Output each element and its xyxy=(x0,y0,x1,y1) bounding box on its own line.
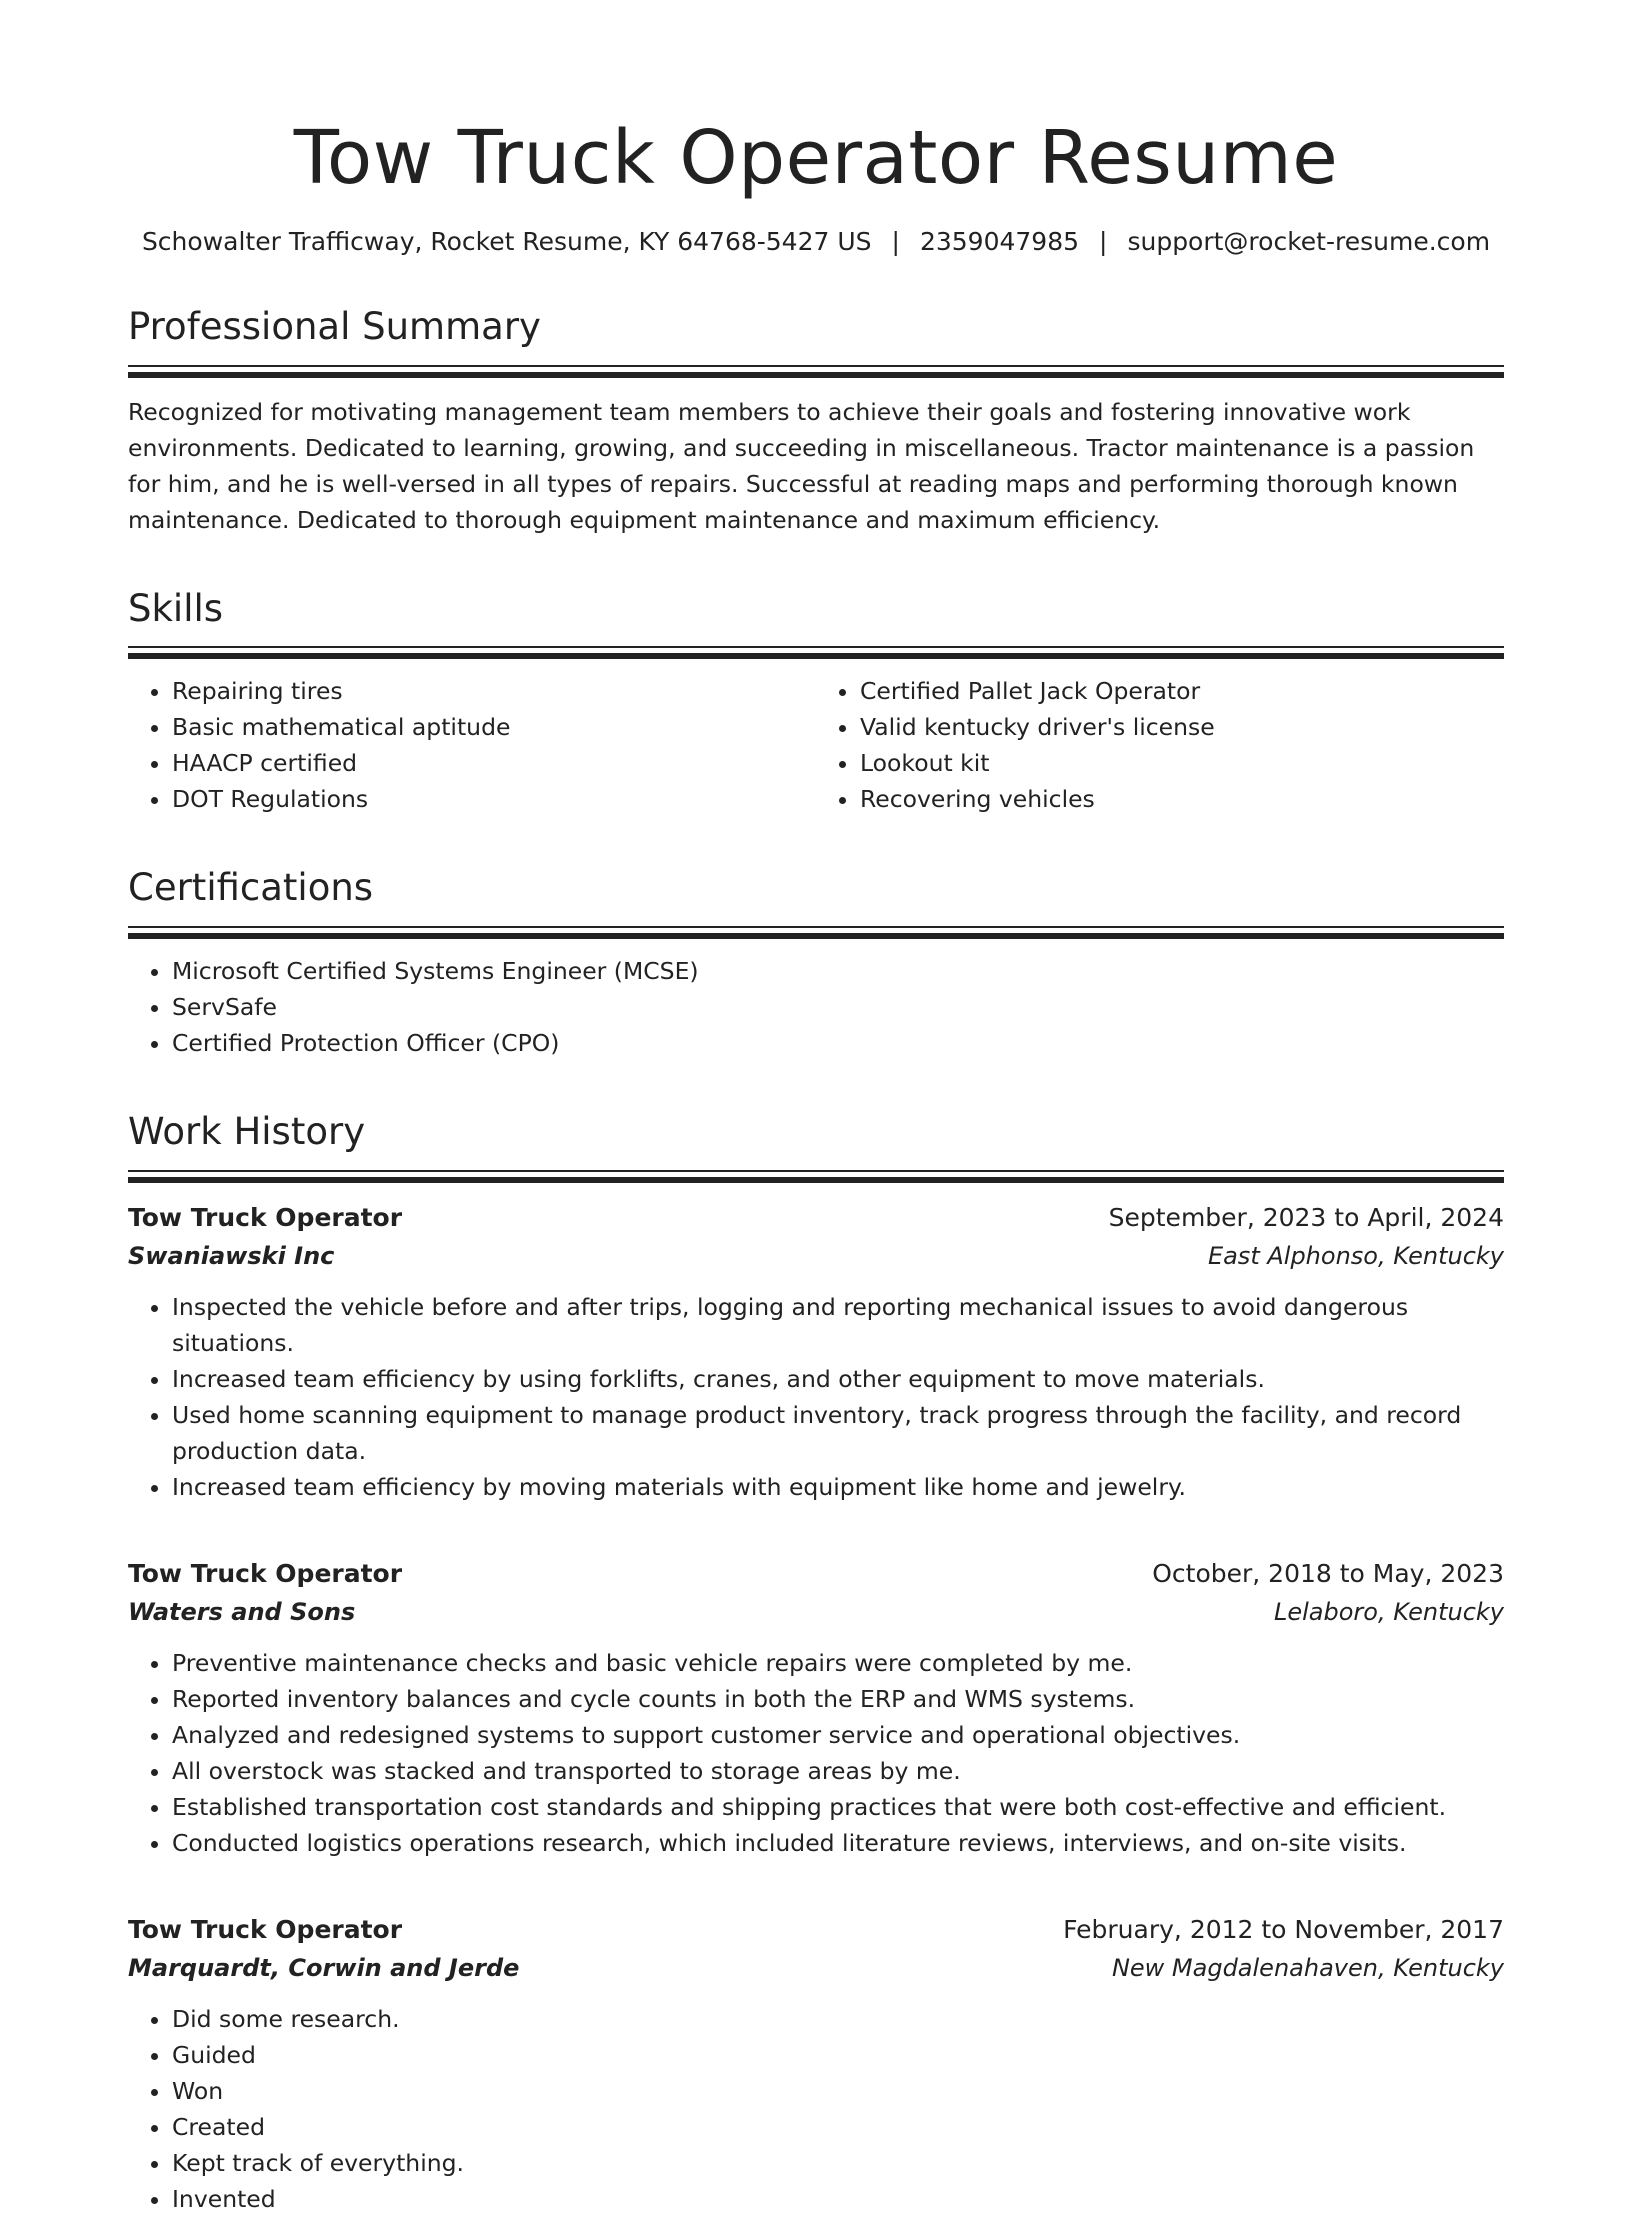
summary-heading: Professional Summary xyxy=(128,305,541,349)
skills-list-left xyxy=(128,673,816,817)
job-dates: February, 2012 to November, 2017 xyxy=(1063,1914,1504,1944)
skill-item: • Repairing tires xyxy=(172,673,816,709)
job-entry xyxy=(128,1911,1504,2217)
job-dates: September, 2023 to April, 2024 xyxy=(1108,1202,1504,1232)
certifications-list xyxy=(128,953,1504,1061)
job-header-row xyxy=(128,1199,1504,1237)
job-title: Tow Truck Operator xyxy=(128,1914,403,1944)
job-bullet: • Increased team efficiency by using forklifts, cranes, and other equipment to move materials. xyxy=(172,1361,1504,1397)
section-divider xyxy=(128,646,1504,659)
certifications-heading: Certifications xyxy=(128,866,374,910)
skills-list-right xyxy=(816,673,1504,817)
section-divider xyxy=(128,365,1504,378)
skill-item: • DOT Regulations xyxy=(172,781,816,817)
job-company-row xyxy=(128,1237,1504,1275)
job-bullet: • Increased team efficiency by moving materials with equipment like home and jewelry. xyxy=(172,1469,1504,1505)
certification-item: • Certified Protection Officer (CPO) xyxy=(172,1025,1504,1061)
job-bullets xyxy=(128,2001,1504,2217)
job-bullet: • Analyzed and redesigned systems to support customer service and operational objectives. xyxy=(172,1717,1504,1753)
certifications-section xyxy=(128,867,1504,1061)
work-history-heading: Work History xyxy=(128,1110,366,1154)
job-location: East Alphonso, Kentucky xyxy=(1207,1241,1504,1270)
job-bullet: • Used home scanning equipment to manage product inventory, track progress through the facility, and record production data. xyxy=(172,1397,1504,1469)
section-divider xyxy=(128,926,1504,939)
job-title: Tow Truck Operator xyxy=(128,1202,403,1232)
skill-item: • Recovering vehicles xyxy=(860,781,1504,817)
skills-section xyxy=(128,588,1504,818)
section-divider xyxy=(128,1170,1504,1183)
summary-section xyxy=(128,306,1504,538)
contact-phone: 2359047985 xyxy=(919,227,1080,257)
job-bullet: • Guided xyxy=(172,2037,1504,2073)
job-company-row xyxy=(128,1593,1504,1631)
job-entry xyxy=(128,1199,1504,1505)
job-bullet: • All overstock was stacked and transported to storage areas by me. xyxy=(172,1753,1504,1789)
job-location: New Magdalenahaven, Kentucky xyxy=(1111,1953,1504,1982)
contact-email: support@rocket-resume.com xyxy=(1127,227,1491,257)
job-bullet: • Created xyxy=(172,2109,1504,2145)
job-bullet: • Inspected the vehicle before and after trips, logging and reporting mechanical issues to avoid dangerous situations. xyxy=(172,1289,1504,1361)
job-bullet: • Did some research. xyxy=(172,2001,1504,2037)
job-bullet: • Conducted logistics operations research, which included literature reviews, interviews, and on-site visits. xyxy=(172,1825,1504,1861)
contact-separator: | xyxy=(891,227,900,257)
job-company-row xyxy=(128,1949,1504,1987)
job-entry xyxy=(128,1555,1504,1861)
job-bullets xyxy=(128,1645,1504,1861)
job-bullet: • Reported inventory balances and cycle counts in both the ERP and WMS systems. xyxy=(172,1681,1504,1717)
contact-separator: | xyxy=(1099,227,1108,257)
resume-title: Tow Truck Operator Resume xyxy=(293,115,1339,201)
skill-item: • Certified Pallet Jack Operator xyxy=(860,673,1504,709)
job-company: Marquardt, Corwin and Jerde xyxy=(128,1953,520,1982)
job-title: Tow Truck Operator xyxy=(128,1558,403,1588)
job-bullets xyxy=(128,1289,1504,1505)
skill-item: • Basic mathematical aptitude xyxy=(172,709,816,745)
job-bullet: • Preventive maintenance checks and basic vehicle repairs were completed by me. xyxy=(172,1645,1504,1681)
job-header-row xyxy=(128,1911,1504,1949)
skills-grid xyxy=(128,659,1504,817)
job-company: Waters and Sons xyxy=(128,1597,356,1626)
skill-item: • HAACP certified xyxy=(172,745,816,781)
certification-item: • Microsoft Certified Systems Engineer (MCSE) xyxy=(172,953,1504,989)
skill-item: • Lookout kit xyxy=(860,745,1504,781)
work-history-section xyxy=(128,1111,1504,2217)
job-dates: October, 2018 to May, 2023 xyxy=(1152,1558,1504,1588)
skill-item: • Valid kentucky driver's license xyxy=(860,709,1504,745)
job-company: Swaniawski Inc xyxy=(128,1241,335,1270)
job-bullet: • Established transportation cost standards and shipping practices that were both cost-effective and efficient. xyxy=(172,1789,1504,1825)
job-location: Lelaboro, Kentucky xyxy=(1273,1597,1504,1626)
job-bullet: • Kept track of everything. xyxy=(172,2145,1504,2181)
certification-item: • ServSafe xyxy=(172,989,1504,1025)
contact-line xyxy=(128,227,1504,256)
skills-heading: Skills xyxy=(128,586,224,630)
summary-text: Recognized for motivating management team members to achieve their goals and fostering innovative work environments. Dedicated to learning, growing, and succeeding in miscellaneous. Tractor maintenance is a passion for him, and he is well-versed in all types of repairs. Successful at reading maps and performing thorough known maintenance. Dedicated to thorough equipment maintenance and maximum efficiency. xyxy=(128,397,1475,534)
job-bullet: • Won xyxy=(172,2073,1504,2109)
job-header-row xyxy=(128,1555,1504,1593)
job-bullet: • Invented xyxy=(172,2181,1504,2217)
contact-address: Schowalter Trafficway, Rocket Resume, KY 64768-5427 US xyxy=(141,227,872,257)
